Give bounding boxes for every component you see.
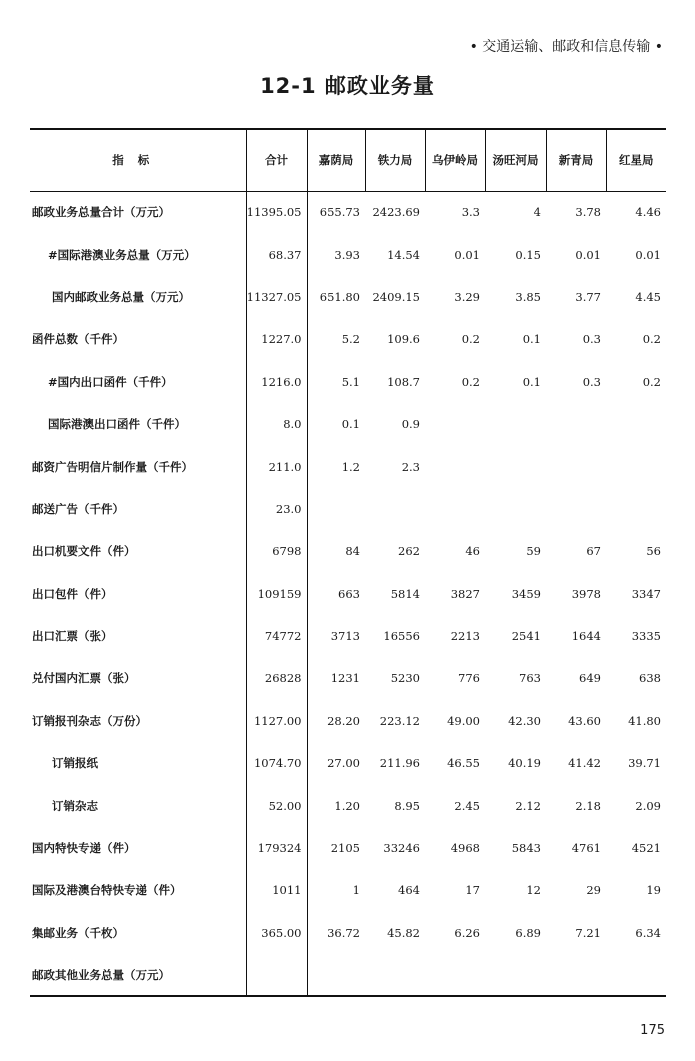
table-cell: 2.18 [575,798,601,813]
table-cell: 0.01 [635,247,661,262]
table-row [30,573,666,615]
table-cell: 108.7 [387,374,420,389]
table-cell: 109159 [246,573,307,615]
table-cell [307,954,365,996]
table-row [30,361,666,403]
page-title: 12-1 邮政业务量 [260,74,435,98]
table-cell: 2.12 [515,798,541,813]
table-row [30,827,666,869]
table-cell: 41.42 [568,756,601,771]
table-cell: 59 [526,544,541,559]
table-cell: 651.80 [319,289,360,304]
table-cell: 17 [465,883,480,898]
table-row [30,233,666,275]
table-cell: 2.3 [401,459,420,474]
table-cell [365,488,425,530]
column-header-hongxing: 红星局 [606,129,666,191]
table-cell: 638 [639,671,661,686]
table-cell: 776 [458,671,480,686]
table-cell [425,445,485,487]
table-cell: 1.2 [341,459,360,474]
table-cell: 3.85 [515,289,541,304]
table-row [30,403,666,445]
table-cell [606,954,666,996]
table-cell: 0.9 [401,417,420,432]
table-cell: 28.20 [327,713,360,728]
row-label: 邮政业务总量合计（万元） [32,205,170,220]
table-cell [425,403,485,445]
table-cell: 67 [586,544,601,559]
table-cell: 663 [338,586,360,601]
row-label: #国际港澳业务总量（万元） [48,247,196,262]
row-label: 国际港澳出口函件（千件） [48,417,186,432]
table-cell: 11395.05 [246,191,307,233]
table-cell: 3.77 [575,289,601,304]
table-cell: 40.19 [508,756,541,771]
table-cell: 84 [345,544,360,559]
table-cell [485,445,546,487]
table-cell: 0.15 [515,247,541,262]
table-cell: 23.0 [246,488,307,530]
table-cell: 2409.15 [372,289,420,304]
table-cell: 4.45 [635,289,661,304]
table-cell: 39.71 [628,756,661,771]
table-cell: 2105 [330,841,360,856]
table-cell: 211.0 [246,445,307,487]
table-cell [307,488,365,530]
table-cell: 3713 [330,629,360,644]
table-cell: 8.95 [394,798,420,813]
table-cell [606,488,666,530]
table-cell: 12 [526,883,541,898]
table-cell: 27.00 [327,756,360,771]
row-label: 集邮业务（千枚） [32,925,124,940]
page-number: 175 [640,1023,665,1038]
table-cell: 46.55 [447,756,480,771]
table-cell: 3978 [571,586,601,601]
table-cell: 365.00 [246,912,307,954]
table-cell: 56 [646,544,661,559]
table-cell: 3347 [631,586,661,601]
table-cell [546,403,606,445]
table-cell: 464 [398,883,420,898]
table-cell: 179324 [246,827,307,869]
row-label: 国内邮政业务总量（万元） [52,289,190,304]
table-cell: 3.3 [461,205,480,220]
table-cell [546,445,606,487]
row-label: 订销报刊杂志（万份） [32,713,147,728]
table-cell [425,488,485,530]
table-cell [606,445,666,487]
table-cell [425,954,485,996]
table-cell: 14.54 [387,247,420,262]
table-cell: 5.2 [341,332,360,347]
table-row [30,784,666,826]
table-cell: 0.01 [575,247,601,262]
table-cell: 1644 [571,629,601,644]
table-cell: 2541 [511,629,541,644]
table-cell: 29 [586,883,601,898]
table-cell: 1216.0 [246,361,307,403]
column-header-total: 合计 [246,129,307,191]
table-cell: 4521 [631,841,661,856]
table-cell: 0.3 [582,332,601,347]
table-cell: 3.78 [575,205,601,220]
table-cell: 33246 [383,841,420,856]
table-cell [606,403,666,445]
table-cell: 0.2 [461,374,480,389]
row-label: 订销杂志 [52,798,98,813]
table-cell: 2.45 [454,798,480,813]
table-cell: 42.30 [508,713,541,728]
table-cell: 3459 [511,586,541,601]
row-label: 出口包件（件） [32,586,113,601]
table-row [30,657,666,699]
table-cell: 41.80 [628,713,661,728]
table-cell: 0.2 [642,332,661,347]
table-cell: 109.6 [387,332,420,347]
table-cell: 16556 [383,629,420,644]
table-cell: 36.72 [327,925,360,940]
table-cell: 1074.70 [246,742,307,784]
table-body [30,191,666,996]
column-header-wuyiling: 乌伊岭局 [425,129,485,191]
column-header-jiayin: 嘉荫局 [307,129,365,191]
table-cell [365,954,425,996]
table-cell: 3.29 [454,289,480,304]
table-cell: 4 [533,205,541,220]
table-cell: 4968 [450,841,480,856]
row-label: 邮送广告（千件） [32,501,124,516]
table-cell: 0.1 [522,374,541,389]
table-cell: 763 [519,671,541,686]
row-label: 国际及港澳台特快专递（件） [32,883,182,898]
table-cell: 1011 [246,869,307,911]
table-cell [546,488,606,530]
table-cell: 7.21 [575,925,601,940]
row-label: 兑付国内汇票（张） [32,671,136,686]
table-cell: 74772 [246,615,307,657]
table-row [30,954,666,996]
table-cell [546,954,606,996]
table-cell: 52.00 [246,784,307,826]
table-cell: 43.60 [568,713,601,728]
table-cell: 1227.0 [246,318,307,360]
table-row [30,488,666,530]
table-cell: 211.96 [379,756,420,771]
table-cell [485,488,546,530]
table-row [30,318,666,360]
table-cell: 5814 [390,586,420,601]
table-cell: 5843 [511,841,541,856]
table-cell: 2213 [450,629,480,644]
table-row [30,912,666,954]
table-cell: 19 [646,883,661,898]
table-cell: 0.1 [522,332,541,347]
table-cell [246,954,307,996]
table-cell: 0.1 [341,417,360,432]
postal-business-table [30,128,666,997]
table-row [30,276,666,318]
table-row [30,530,666,572]
table-cell: 223.12 [379,713,420,728]
table-cell: 6.34 [635,925,661,940]
row-label: #国内出口函件（千件） [48,374,173,389]
table-row [30,445,666,487]
row-label: 出口机要文件（件） [32,544,136,559]
table-row [30,615,666,657]
table-cell: 5.1 [341,374,360,389]
table-cell: 4761 [571,841,601,856]
table-cell: 2423.69 [372,205,420,220]
table-cell: 1127.00 [246,700,307,742]
column-header-tangwanghe: 汤旺河局 [485,129,546,191]
table-cell: 1 [352,883,360,898]
table-cell: 26828 [246,657,307,699]
table-cell: 5230 [390,671,420,686]
table-row [30,869,666,911]
column-header-tieli: 铁力局 [365,129,425,191]
table-cell: 4.46 [635,205,661,220]
row-label: 订销报纸 [52,756,98,771]
table-cell: 6.26 [454,925,480,940]
table-cell: 46 [465,544,480,559]
table-cell: 3827 [450,586,480,601]
table-row [30,191,666,233]
row-label: 函件总数（千件） [32,332,124,347]
table-cell: 68.37 [246,233,307,275]
table-row [30,742,666,784]
table-cell: 0.01 [454,247,480,262]
table-cell: 3.93 [334,247,360,262]
table-cell: 11327.05 [246,276,307,318]
table-cell: 6798 [246,530,307,572]
table-cell: 649 [579,671,601,686]
table-cell: 0.2 [642,374,661,389]
table-cell: 6.89 [515,925,541,940]
row-label: 邮政其他业务总量（万元） [30,954,246,996]
row-label: 国内特快专递（件） [32,841,136,856]
table-cell: 2.09 [635,798,661,813]
table-cell [485,403,546,445]
table-cell: 1231 [330,671,360,686]
column-header-indicator: 指标 [30,129,246,191]
table-cell: 0.3 [582,374,601,389]
table-header-row [30,129,666,191]
table-cell: 45.82 [387,925,420,940]
table-cell [485,954,546,996]
section-header: • 交通运输、邮政和信息传输 • [469,39,663,55]
row-label: 出口汇票（张） [32,629,113,644]
table-row [30,700,666,742]
column-header-xinqing: 新青局 [546,129,606,191]
table-cell: 3335 [631,629,661,644]
table-cell: 8.0 [246,403,307,445]
table-cell: 0.2 [461,332,480,347]
row-label: 邮资广告明信片制作量（千件） [32,459,193,474]
table-cell: 655.73 [319,205,360,220]
table-cell: 1.20 [334,798,360,813]
table-cell: 262 [398,544,420,559]
table-cell: 49.00 [447,713,480,728]
